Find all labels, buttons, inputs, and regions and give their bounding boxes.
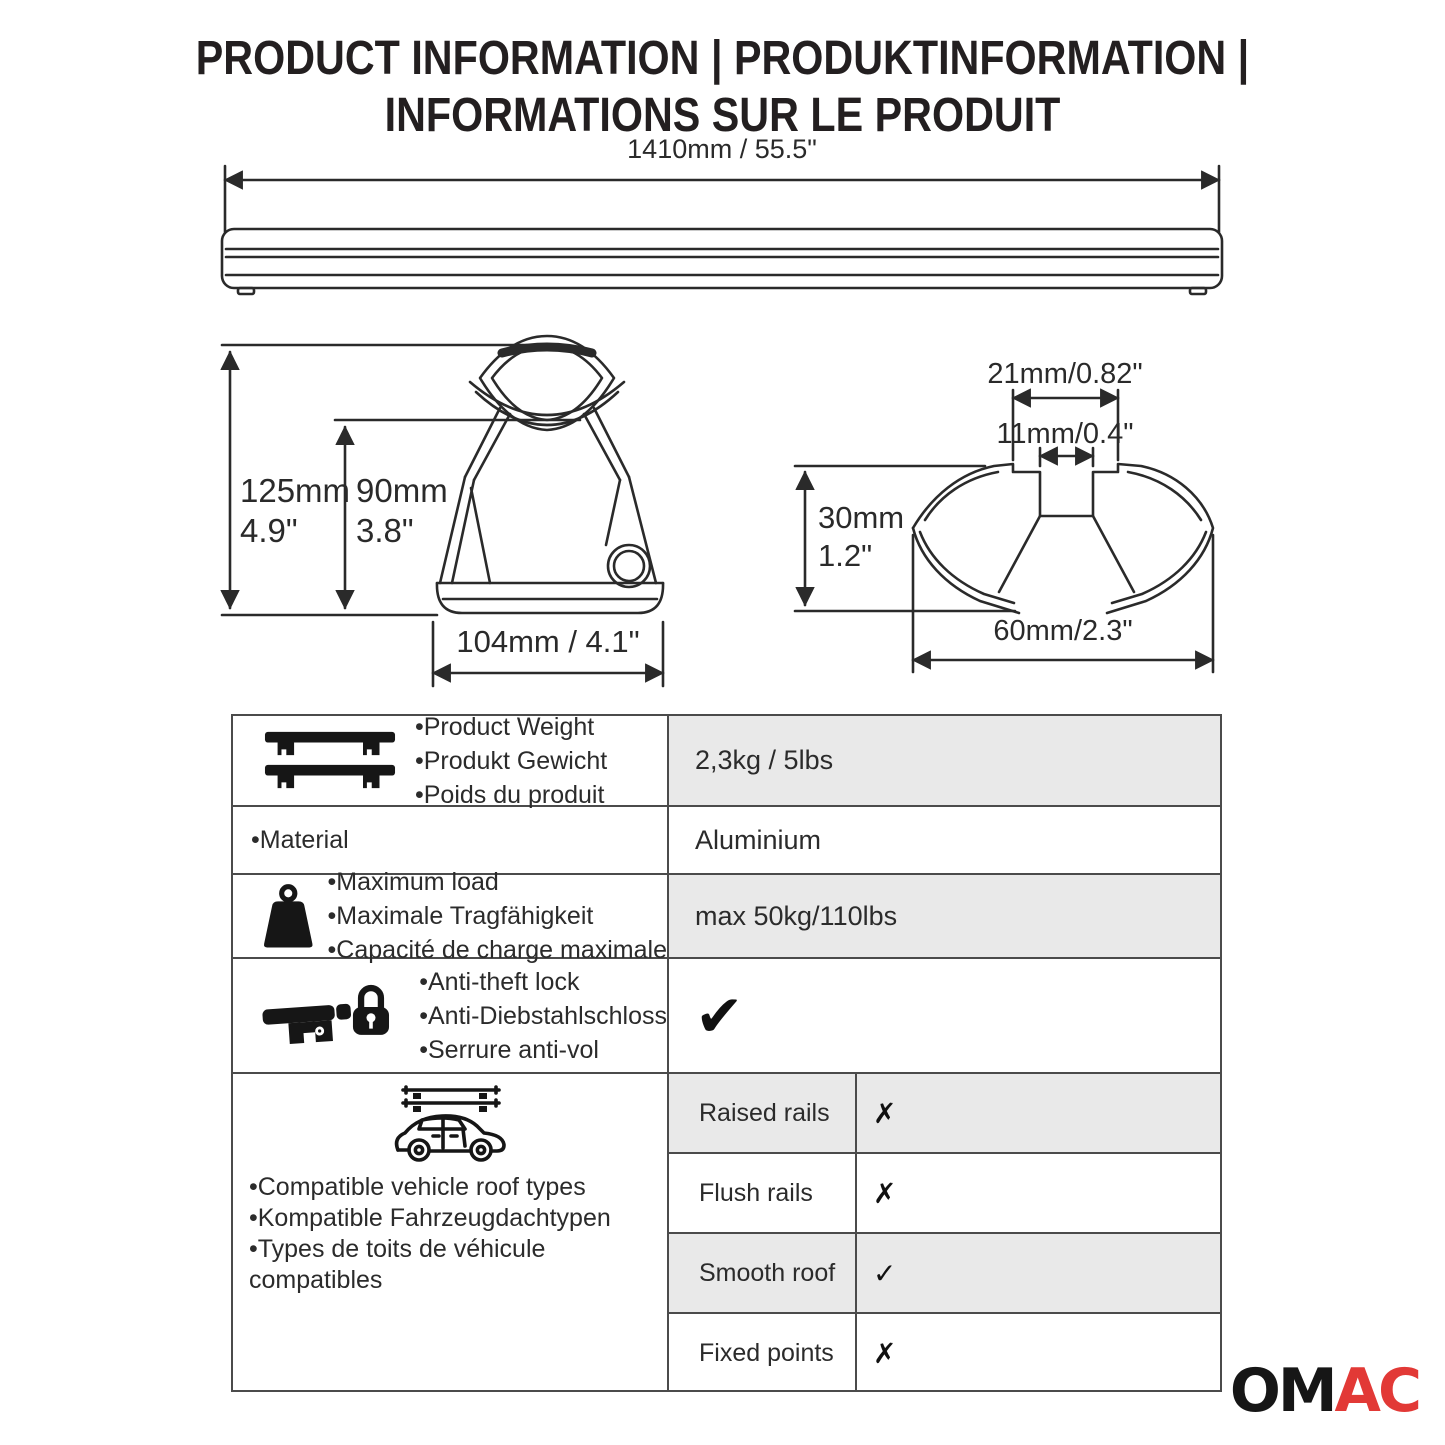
table-row-anti-theft	[233, 957, 1220, 1072]
label-line: •Maximum load	[327, 868, 499, 896]
label-line: •Material	[251, 826, 349, 854]
label-line: •Produkt Gewicht	[415, 746, 608, 775]
page-title-line2: INFORMATIONS SUR LE PRODUIT	[384, 89, 1061, 142]
max-load-labels	[328, 865, 667, 967]
material-labels	[251, 823, 349, 857]
page-title-line1: PRODUCT INFORMATION | PRODUKTINFORMATION |	[195, 32, 1250, 85]
profile-height-inch-label: 1.2"	[818, 538, 873, 573]
spec-table	[231, 714, 1222, 1392]
table-row-roof-types	[233, 1072, 1220, 1392]
bar-length-label: 1410mm / 55.5"	[627, 134, 817, 164]
crossbars-icon	[261, 728, 399, 794]
label-line: •Types de toits de véhicule compatibles	[249, 1235, 546, 1294]
smooth-roof-label: Smooth roof	[669, 1234, 857, 1312]
foot-inner-height-inch-label: 3.8"	[356, 512, 414, 549]
smooth-roof-mark: ✓	[857, 1234, 1220, 1312]
flush-rails-mark: ✗	[873, 1176, 897, 1210]
bar-top-view	[222, 134, 1222, 294]
material-value: Aluminium	[695, 824, 822, 855]
product-weight-label-cell	[233, 712, 669, 809]
table-row-product-weight	[233, 712, 1220, 809]
label-line: •Capacité de charge maximale	[327, 936, 667, 964]
material-label-cell	[233, 807, 669, 873]
subrow-smooth-roof	[669, 1232, 1220, 1312]
omac-logo-red: AC	[1334, 1356, 1419, 1426]
foot-inner-height-label: 90mm	[356, 472, 448, 509]
label-line: •Kompatible Fahrzeugdachtypen	[249, 1204, 611, 1232]
foot-height-inch-label: 4.9"	[240, 512, 298, 549]
foot-height-label: 125mm	[240, 472, 351, 509]
car-icon	[389, 1084, 511, 1164]
profile-width-label: 60mm/2.3"	[993, 615, 1133, 647]
check-mark: ✔	[695, 981, 744, 1050]
subrow-raised-rails	[669, 1074, 1220, 1152]
label-line: •Product Weight	[415, 712, 595, 741]
weight-icon	[259, 880, 318, 952]
profile-inner-top-label: 11mm/0.4"	[996, 418, 1134, 450]
fixed-points-mark: ✗	[873, 1336, 897, 1370]
label-line: •Anti-Diebstahlschloss	[419, 1001, 667, 1030]
flush-rails-label: Flush rails	[669, 1154, 857, 1232]
roof-types-subtable	[669, 1074, 1220, 1392]
profile-height-label: 30mm	[818, 500, 905, 535]
label-line: •Poids du produit	[415, 780, 605, 809]
foot-front-view	[222, 336, 663, 686]
table-row-max-load	[233, 868, 1220, 964]
raised-rails-label: Raised rails	[669, 1074, 857, 1152]
roof-types-label-cell	[233, 1074, 669, 1392]
max-load-value: max 50kg/110lbs	[669, 875, 1220, 957]
label-line: •Serrure anti-vol	[419, 1035, 599, 1064]
label-line: •Maximale Tragfähigkeit	[327, 902, 594, 930]
table-row-material	[233, 805, 1220, 873]
anti-theft-label-cell	[233, 959, 669, 1072]
profile-outer-top-label: 21mm/0.82"	[987, 358, 1143, 390]
roof-types-labels	[233, 1172, 651, 1296]
anti-theft-value	[669, 959, 1220, 1072]
crossbar-profile-view	[795, 358, 1213, 672]
product-weight-labels	[415, 710, 607, 812]
subrow-flush-rails	[669, 1152, 1220, 1232]
fixed-points-label: Fixed points	[669, 1314, 857, 1392]
label-line: •Anti-theft lock	[419, 967, 580, 996]
foot-width-label: 104mm / 4.1"	[456, 624, 640, 659]
product-weight-value: 2,3kg / 5lbs	[669, 716, 1220, 805]
omac-logo	[1229, 1356, 1419, 1426]
max-load-label-cell	[233, 868, 669, 964]
anti-theft-labels	[419, 965, 667, 1067]
subrow-fixed-points	[669, 1312, 1220, 1392]
omac-logo-black: OM	[1229, 1356, 1335, 1426]
lock-icon	[261, 975, 405, 1057]
label-line: •Compatible vehicle roof types	[249, 1173, 586, 1201]
raised-rails-mark: ✗	[857, 1074, 1220, 1152]
